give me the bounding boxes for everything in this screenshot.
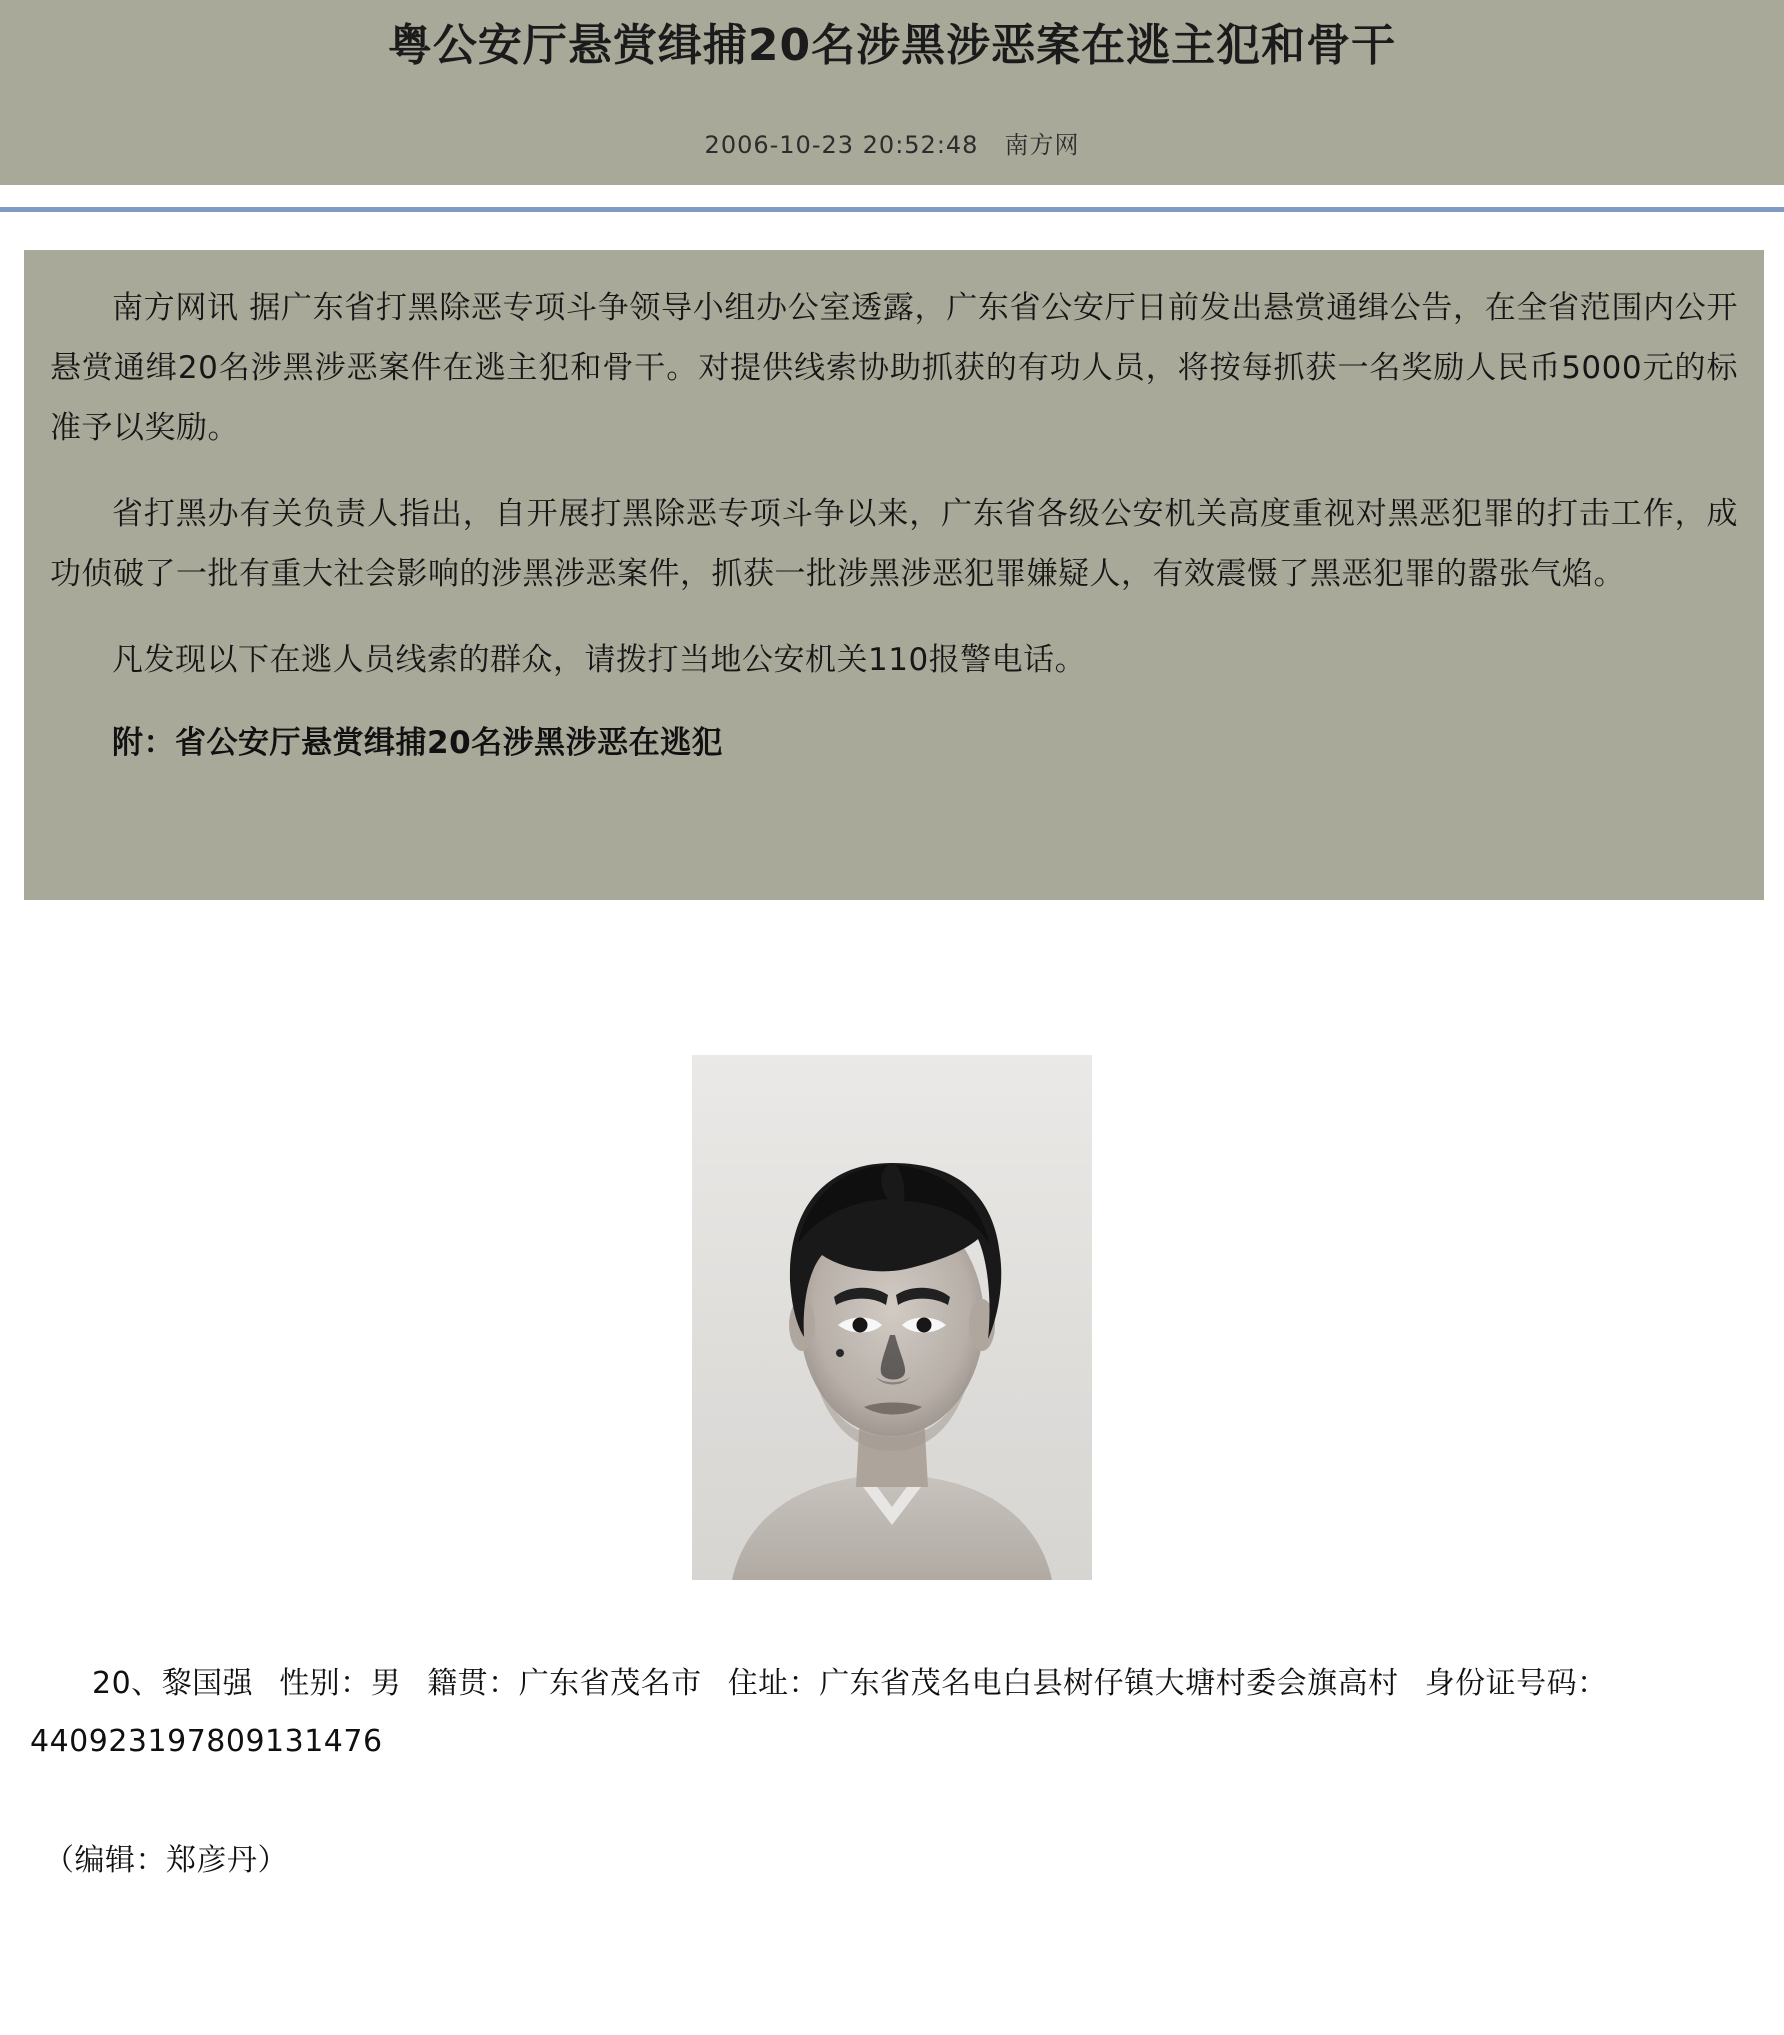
paragraph-3: 凡发现以下在逃人员线索的群众，请拨打当地公安机关110报警电话。 [112,642,1087,678]
address-label: 住址： [727,1666,820,1701]
suspect-photo-container [0,1055,1784,1584]
id-label: 身份证号码： [1424,1666,1608,1701]
address-value: 广东省茂名电白县树仔镇大塘村委会旗高村 [819,1666,1399,1701]
suspect-photo [692,1055,1092,1580]
suspect-index: 20、 [92,1666,162,1701]
header-band [0,0,1784,185]
origin-value: 广东省茂名市 [518,1666,702,1701]
suspect-name: 黎国强 [161,1666,254,1701]
origin-label: 籍贯： [427,1666,519,1701]
source-name: 南方网 [1004,131,1080,159]
attachment-title: 附：省公安厅悬赏缉捕20名涉黑涉恶在逃犯 [112,725,724,761]
byline [0,125,1784,160]
gender-value: 男 [370,1666,402,1701]
id-value: 440923197809131476 [30,1724,383,1759]
page-title: 粤公安厅悬赏缉捕20名涉黑涉恶案在逃主犯和骨干 [387,20,1397,71]
suspect-details [30,1655,1754,1771]
paragraph-1: 南方网讯 据广东省打黑除恶专项斗争领导小组办公室透露，广东省公安厅日前发出悬赏通缉公告，在全省范围内公开悬赏通缉20名涉黑涉恶案件在逃主犯和骨干。对提供线索协助抓获的有功人员，将按每抓获一名奖励人民币5000元的标准予以奖励。 [50,290,1738,446]
article-body [24,250,1764,900]
paragraph-2: 省打黑办有关负责人指出，自开展打黑除恶专项斗争以来，广东省各级公安机关高度重视对黑恶犯罪的打击工作，成功侦破了一批有重大社会影响的涉黑涉恶案件，抓获一批涉黑涉恶犯罪嫌疑人，有效震慑了黑恶犯罪的嚣张气焰。 [50,496,1738,592]
editor-credit: （编辑：郑彦丹） [44,1843,288,1878]
gender-label: 性别： [279,1666,371,1701]
divider-rule [0,207,1784,212]
publish-timestamp: 2006-10-23 20:52:48 [704,131,979,159]
